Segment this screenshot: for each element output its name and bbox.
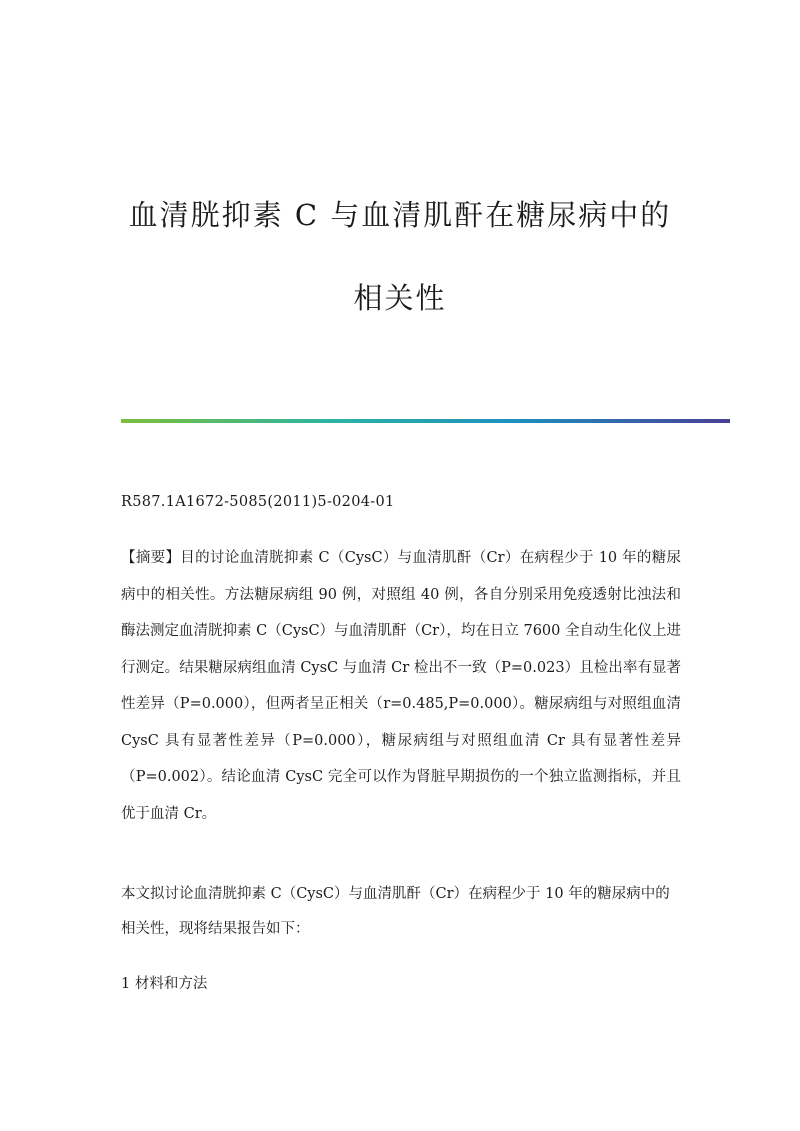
section-heading: 1 材料和方法 <box>121 976 208 992</box>
abstract-label: 【摘要】 <box>121 550 181 566</box>
reference-code: R587.1A1672-5085(2011)5-0204-01 <box>121 494 395 510</box>
abstract-paragraph <box>121 540 681 832</box>
gradient-divider <box>121 419 730 423</box>
intro-paragraph: 本文拟讨论血清胱抑素 C（CysC）与血清肌酐（Cr）在病程少于 10 年的糖尿病中的相关性，现将结果报告如下： <box>121 886 670 937</box>
title-line-1: 血清胱抑素 C 与血清肌酐在糖尿病中的 <box>128 198 672 232</box>
title-line-2: 相关性 <box>353 281 447 315</box>
abstract-text: 目的讨论血清胱抑素 C（CysC）与血清肌酐（Cr）在病程少于 10 年的糖尿病中的相关性。方法糖尿病组 90 例，对照组 40 例，各自分别采用免疫透射比浊法和酶法测定血清胱抑素 C（CysC）与血清肌酐（Cr），均在日立 7600 全自动生化仪上进行测定。结果糖尿病组血清 CysC 与血清 Cr 检出不一致（P=0.023）且检出率有显著性差异（P=0.000），但两者呈正相关（r=0.485,P=0.000）。糖尿病组与对照组血清 CysC 具有显著性差异（P=0.000），糖尿病组与对照组血清 Cr 具有显著性差异（P=0.002）。结论血清 CysC 完全可以作为肾脏早期损伤的一个独立监测指标，并且优于血清 Cr。 <box>121 550 682 822</box>
